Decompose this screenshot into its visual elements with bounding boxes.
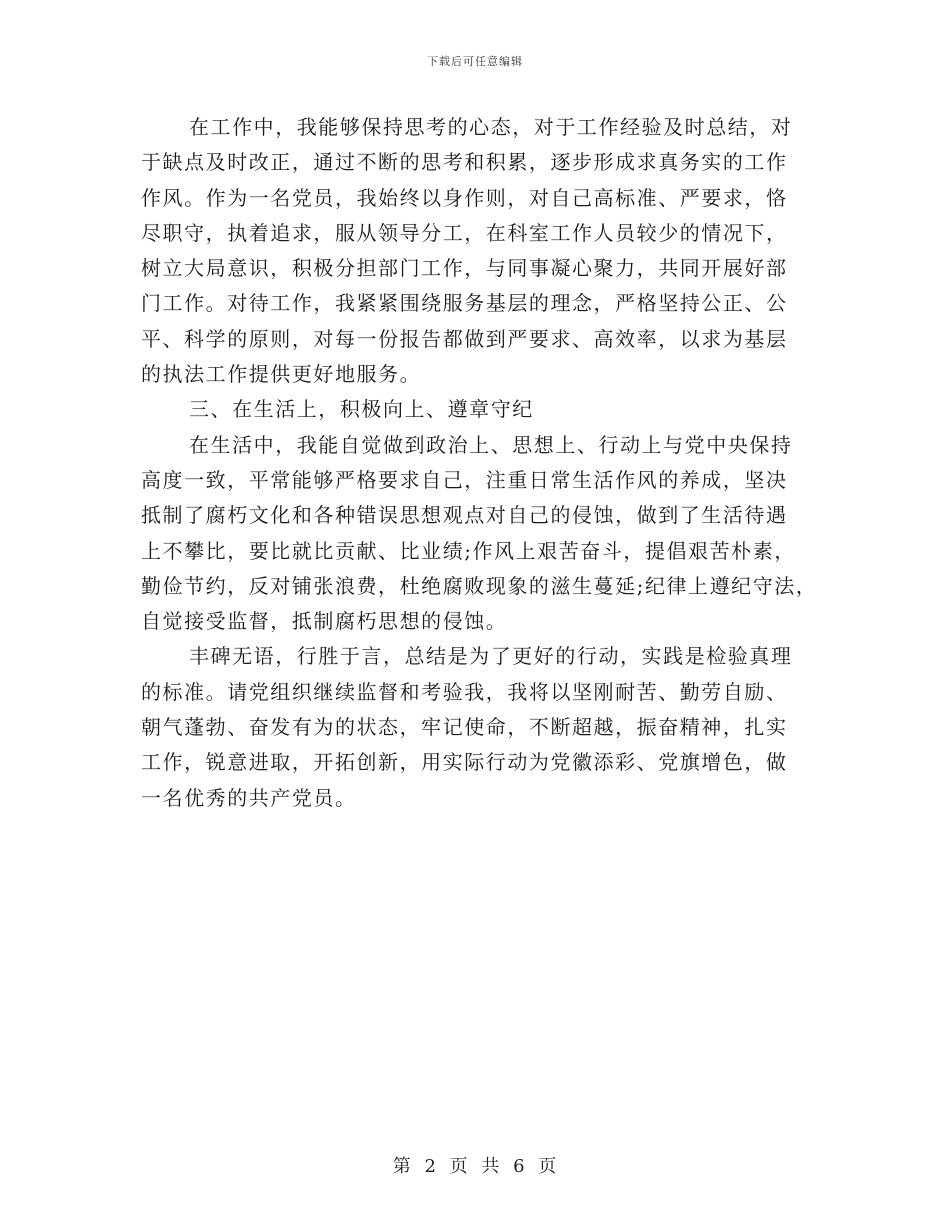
paragraph-line: 于缺点及时改正，通过不断的思考和积累，逐步形成求真务实的工作 [141,150,788,175]
paragraph-line: 高度一致，平常能够严格要求自己，注重日常生活作风的养成，坚决 [141,467,788,492]
paragraph-line: 自觉接受监督，抵制腐朽思想的侵蚀。 [141,609,508,634]
paragraph-line: 勤俭节约，反对铺张浪费，杜绝腐败现象的滋生蔓延;纪律上遵纪守法， [141,573,818,598]
paragraph-line: 朝气蓬勃、奋发有为的状态，牢记使命，不断超越，振奋精神，扎实 [141,715,788,740]
paragraph-line: 一名优秀的共产党员。 [141,785,357,810]
paragraph-line: 的执法工作提供更好地服务。 [141,362,422,387]
paragraph-line: 作风。作为一名党员，我始终以身作则，对自己高标准、严要求，恪 [141,185,788,210]
page-header-note: 下载后可任意编辑 [427,55,523,68]
paragraph-line: 的标准。请党组织继续监督和考验我，我将以坚刚耐苦、勤劳自励、 [141,679,788,704]
section-heading: 三、在生活上，积极向上、遵章守纪 [189,397,534,422]
paragraph-line: 在工作中，我能够保持思考的心态，对于工作经验及时总结，对 [189,115,793,139]
document-body [141,110,821,816]
paragraph-line: 尽职守，执着追求，服从领导分工，在科室工作人员较少的情况下， [141,220,788,245]
paragraph-line: 上不攀比，要比就比贡献、比业绩;作风上艰苦奋斗，提倡艰苦朴素， [141,538,796,563]
page-number: 第 2 页 共 6 页 [392,1156,558,1177]
paragraph-line: 在生活中，我能自觉做到政治上、思想上、行动上与党中央保持 [189,432,793,457]
paragraph-line: 工作，锐意进取，开拓创新，用实际行动为党徽添彩、党旗增色，做 [141,750,788,775]
paragraph-line: 门工作。对待工作，我紧紧围绕服务基层的理念，严格坚持公正、公 [141,291,788,316]
paragraph-line: 平、科学的原则，对每一份报告都做到严要求、高效率，以求为基层 [141,326,788,351]
paragraph-line: 丰碑无语，行胜于言，总结是为了更好的行动，实践是检验真理 [189,644,793,669]
paragraph-line: 抵制了腐朽文化和各种错误思想观点对自己的侵蚀，做到了生活待遇 [141,503,788,528]
paragraph-line: 树立大局意识，积极分担部门工作，与同事凝心聚力，共同开展好部 [141,256,788,281]
